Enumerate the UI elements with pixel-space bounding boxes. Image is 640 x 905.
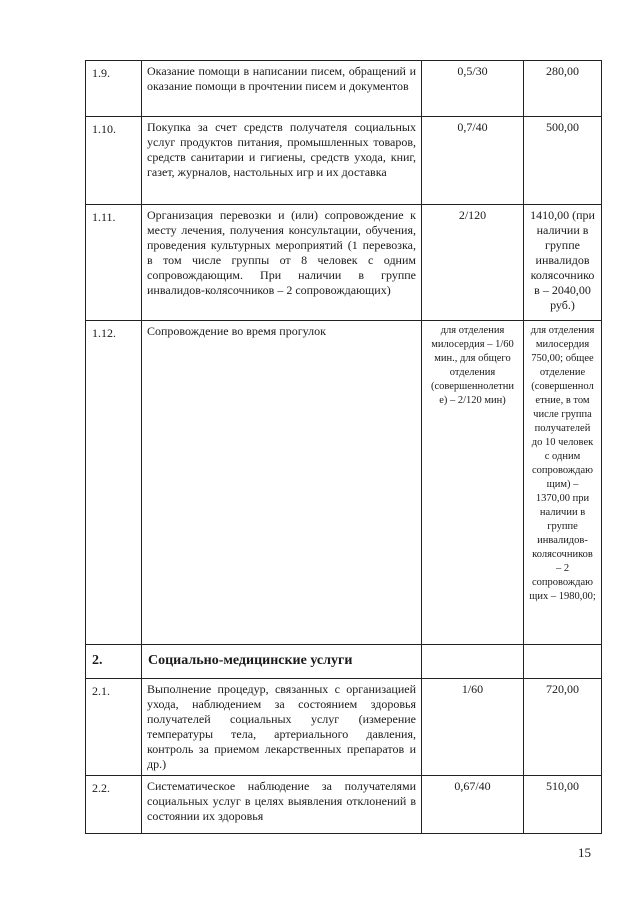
service-time: 0,7/40 [422, 117, 524, 205]
section-empty-cell [524, 645, 602, 679]
page-number: 15 [578, 845, 591, 860]
service-description: Покупка за счет средств получателя социальных услуг продуктов питания, промышленных товаров, средств санитарии и гигиены, средств ухода, книг, газет, журналов, настольных игр и их доставка [142, 117, 422, 205]
service-price: 720,00 [524, 679, 602, 776]
table-row [86, 205, 602, 321]
service-time: 1/60 [422, 679, 524, 776]
service-description: Оказание помощи в написании писем, обращений и оказание помощи в прочтении писем и документов [142, 61, 422, 117]
service-price: 280,00 [524, 61, 602, 117]
row-number: 1.11. [86, 205, 142, 321]
service-price: для отделения милосердия 750,00; общее отделение (совершеннол етние, в том числе группа получателей до 10 человек с одним сопровождаю щим) – 1370,00 при наличии в группе инвалидов-колясочников – 2 сопровождаю щих – 1980,00; [524, 321, 602, 645]
table-row [86, 679, 602, 776]
section-number: 2. [86, 645, 142, 679]
row-number: 2.2. [86, 776, 142, 834]
services-table [85, 60, 602, 834]
service-time: 0,5/30 [422, 61, 524, 117]
row-number: 1.10. [86, 117, 142, 205]
service-description: Систематическое наблюдение за получателями социальных услуг в целях выявления отклонений в состоянии их здоровья [142, 776, 422, 834]
service-description: Организация перевозки и (или) сопровождение к месту лечения, получения консультации, обучения, проведения культурных мероприятий (1 перевозка, в том числе группы от 8 человек с одним сопровождающим. При наличии в группе инвалидов-колясочников – 2 сопровождающих) [142, 205, 422, 321]
service-price: 510,00 [524, 776, 602, 834]
service-price: 1410,00 (при наличии в группе инвалидов колясочнико в – 2040,00 руб.) [524, 205, 602, 321]
row-number: 1.9. [86, 61, 142, 117]
table-row [86, 61, 602, 117]
table-row [86, 776, 602, 834]
table-row [86, 321, 602, 645]
service-time: для отделения милосердия – 1/60 мин., для общего отделения (совершеннолетни е) – 2/120 мин) [422, 321, 524, 645]
service-time: 2/120 [422, 205, 524, 321]
section-empty-cell [422, 645, 524, 679]
row-number: 2.1. [86, 679, 142, 776]
service-description: Выполнение процедур, связанных с организацией ухода, наблюдением за состоянием здоровья получателей социальных услуг (измерение температуры тела, артериального давления, контроль за приемом лекарственных препаратов и др.) [142, 679, 422, 776]
table-row [86, 117, 602, 205]
service-time: 0,67/40 [422, 776, 524, 834]
service-description: Сопровождение во время прогулок [142, 321, 422, 645]
section-header-row [86, 645, 602, 679]
row-number: 1.12. [86, 321, 142, 645]
section-title: Социально-медицинские услуги [142, 645, 422, 679]
service-price: 500,00 [524, 117, 602, 205]
